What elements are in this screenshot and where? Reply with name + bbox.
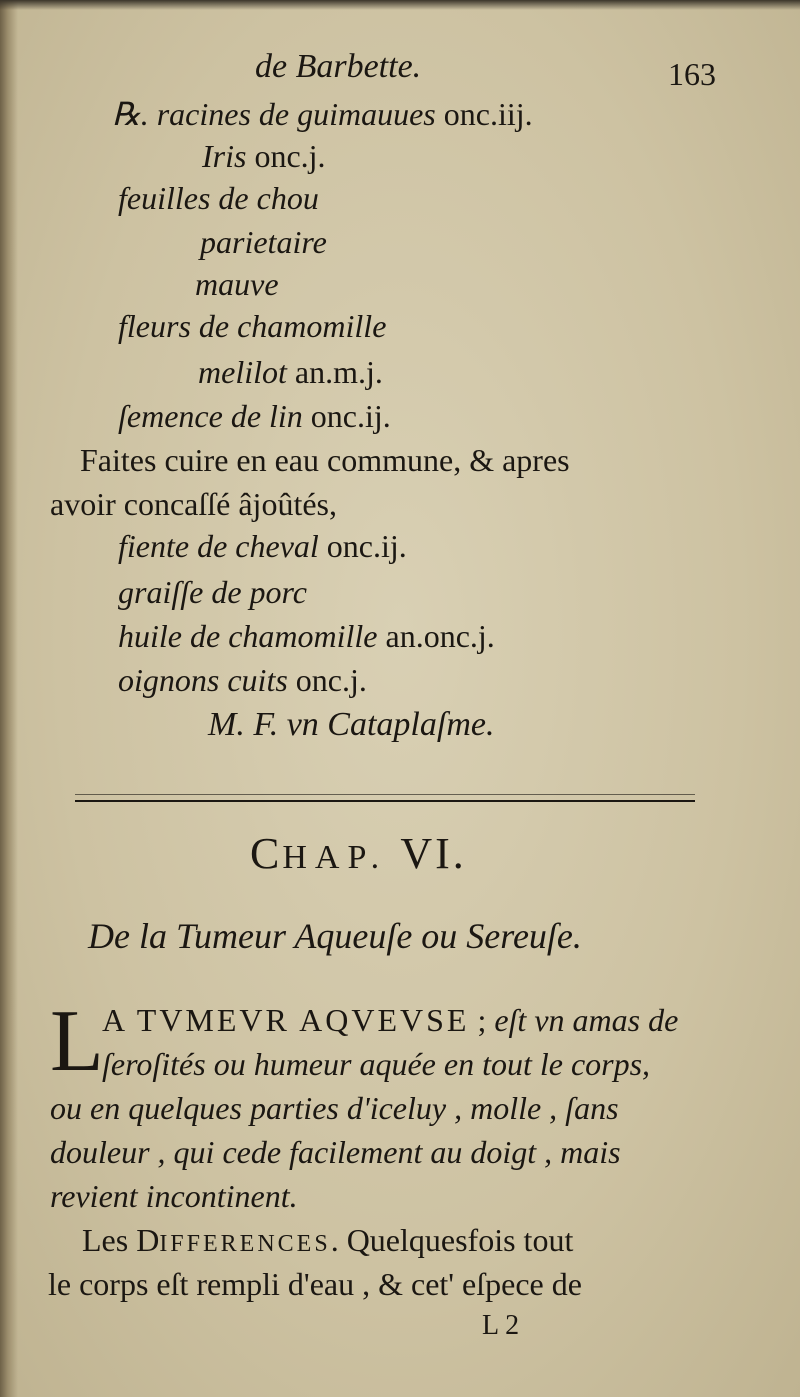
paragraph2-line2: le corps eſt rempli d'eau , & cet' eſpece de (48, 1266, 582, 1302)
recipe1-line: ℞. racines de guimauues onc.iij. (112, 96, 533, 132)
recipe2-line: huile de chamomille an.onc.j. (118, 618, 495, 654)
paragraph1-line: ſeroſités ou humeur aquée en tout le corps, (102, 1046, 651, 1082)
running-title: de Barbette. (255, 48, 422, 85)
instruction-line: Faites cuire en eau commune, & apres (80, 442, 570, 478)
instruction-line: avoir concaſſé âjoûtés, (50, 486, 337, 522)
recipe1-line: feuilles de chou (118, 180, 319, 216)
recipe1-line: ſemence de lin onc.ij. (118, 398, 391, 434)
page-spine-shadow (0, 0, 18, 1397)
recipe1-line: melilot an.m.j. (198, 354, 383, 390)
recipe1-line: Iris onc.j. (202, 138, 326, 174)
paragraph1-line: revient incontinent. (50, 1178, 298, 1214)
chapter-subtitle: De la Tumeur Aqueuſe ou Sereuſe. (88, 916, 582, 956)
recipe2-line: fiente de cheval onc.ij. (118, 528, 407, 564)
recipe1-line: fleurs de chamomille (118, 308, 387, 344)
section-rule (75, 800, 695, 802)
page-number: 163 (668, 56, 716, 92)
recipe1-line: mauve (195, 266, 279, 302)
signature-mark: L 2 (482, 1310, 520, 1341)
chapter-heading: CHAP. VI. (250, 829, 467, 878)
recipe2-line: graiſſe de porc (118, 574, 307, 610)
section-rule-thin (75, 794, 695, 795)
paragraph1-line: douleur , qui cede facilement au doigt , mais (50, 1134, 621, 1170)
paragraph2-line1: Les DIFFERENCES. Quelquesfois tout (82, 1222, 574, 1258)
page-top-edge (0, 0, 800, 10)
paragraph1-line1: A TVMEVR AQVEVSE ; eſt vn amas de (102, 1002, 679, 1038)
recipe2-line: M. F. vn Cataplaſme. (208, 706, 495, 743)
paragraph1-line: ou en quelques parties d'iceluy , molle , ſans (50, 1090, 619, 1126)
recipe2-line: oignons cuits onc.j. (118, 662, 367, 698)
drop-cap: L (50, 993, 104, 1090)
recipe1-line: parietaire (200, 224, 327, 260)
